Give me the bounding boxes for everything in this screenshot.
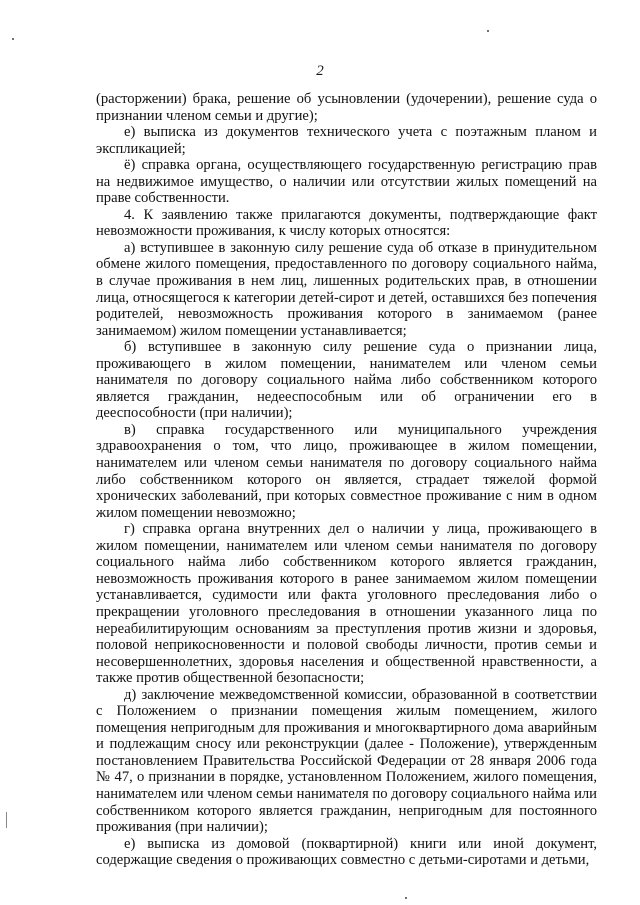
- paragraph-item-e-technical-record: е) выписка из документов технического учета с поэтажным планом и экспликацией;: [96, 124, 597, 157]
- paragraph-item-b-incapacity-decision: б) вступившее в законную силу решение суда о признании лица, проживающего в жилом помещении, нанимателем или членом семьи нанимателя по договору социального найма либо собственником которого является гражданин, недееспособным или об ограничении его в дееспособности (при наличии);: [96, 339, 597, 422]
- paragraph-item-e-house-register-extract: е) выписка из домовой (поквартирной) книги или иной документ, содержащие сведения о проживающих совместно с детьми-сиротами и детьми,: [96, 835, 597, 869]
- paragraph-item-a-court-decision: а) вступившее в законную силу решение суда об отказе в принудительном обмене жилого помещения, предоставленного по договору социального найма, в случае проживания в нем лиц, лишенных родительских прав, в отношении лица, относящегося к категории детей-сирот и детей, оставшихся без попечения родителей, невозможность проживания которого в занимаемом (ранее занимаемом) жилом помещении устанавливается;: [96, 239, 597, 339]
- paragraph-item-v-health-certificate: в) справка государственного или муниципального учреждения здравоохранения о том, что лицо, проживающее в жилом помещении, нанимателем или членом семьи нанимателя по договору социального найма либо собственником которого он является, страдает тяжелой формой хронических заболеваний, при которых совместное проживание с ним в одном жилом помещении невозможно;: [96, 421, 597, 521]
- scan-edge-mark: [6, 812, 7, 828]
- scan-speck: [405, 897, 407, 899]
- paragraph-continuation: (расторжении) брака, решение об усыновлении (удочерении), решение суда о признании членом семьи и другие);: [96, 91, 597, 124]
- paragraph-item-yo-registration-certificate: ё) справка органа, осуществляющего государственную регистрацию прав на недвижимое имущество, о наличии или отсутствии жилых помещений на праве собственности.: [96, 157, 597, 207]
- paragraph-clause-4: 4. К заявлению также прилагаются документы, подтверждающие факт невозможности проживания, к числу которых относятся:: [96, 206, 597, 240]
- paragraph-item-d-commission-conclusion: д) заключение межведомственной комиссии, образованной в соответствии с Положением о признании помещения жилым помещением, жилого помещения непригодным для проживания и многоквартирного дома аварийным и подлежащим сносу или реконструкции (далее - Положение), утвержденным постановлением Правительства Российской Федерации от 28 января 2006 года № 47, о признании в порядке, установленном Положением, жилого помещения, нанимателем или членом семьи нанимателя по договору социального найма или собственником которого является гражданин, непригодным для постоянного проживания (при наличии);: [96, 686, 597, 836]
- page-number: 2: [316, 63, 324, 79]
- scan-speck: [12, 38, 14, 40]
- document-body: [96, 91, 597, 869]
- paragraph-item-g-police-certificate: г) справка органа внутренних дел о наличии у лица, проживающего в жилом помещении, нанимателем или членом семьи нанимателя по договору социального найма либо собственником которого является гражданин, невозможность проживания которого в ранее занимаемом жилом помещении устанавливается, судимости или факта уголовного преследования либо о прекращении уголовного преследования в отношении указанного лица по нереабилитирующим основаниям за преступления против жизни и здоровья, половой неприкосновенности и половой свободы личности, против семьи и несовершеннолетних, здоровья населения и общественной нравственности, а также против общественной безопасности;: [96, 521, 597, 687]
- scan-speck: [487, 30, 489, 32]
